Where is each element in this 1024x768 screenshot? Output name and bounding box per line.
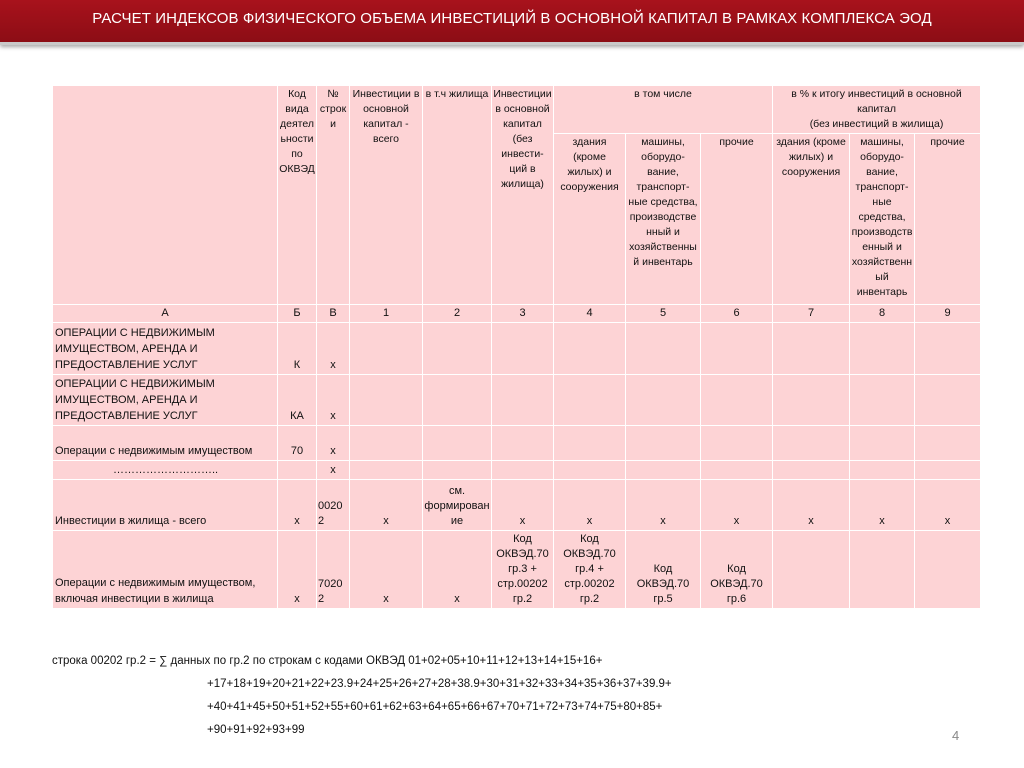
header-buildings-pct: здания (кроме жилых) и сооружения <box>773 134 850 305</box>
title-bar <box>0 0 1024 45</box>
cell-9: х <box>915 480 981 531</box>
num-col-9: 9 <box>915 305 981 323</box>
cell <box>773 461 850 480</box>
cell-2: х <box>423 531 492 609</box>
header-percent-line1: в % к итогу инвестиций в основной капитал <box>791 88 962 115</box>
header-machinery-pct: машины, оборудо-вание, транспорт-ные средства, производственный и хозяйственный инвентарь <box>850 134 915 305</box>
row-code: 70 <box>278 426 317 461</box>
cell <box>773 531 850 609</box>
cell-4: х <box>554 480 626 531</box>
row-code: КА <box>278 375 317 426</box>
row-label: Операции с недвижимым имуществом, включая инвестиции в жилища <box>53 531 278 609</box>
cell <box>626 461 701 480</box>
cell <box>423 323 492 375</box>
cell <box>626 375 701 426</box>
formula-line-4: +90+91+92+93+99 <box>207 724 305 736</box>
cell <box>915 461 981 480</box>
cell <box>423 461 492 480</box>
cell <box>350 461 423 480</box>
cell <box>492 426 554 461</box>
row-label: ОПЕРАЦИИ С НЕДВИЖИМЫМ ИМУЩЕСТВОМ, АРЕНДА И ПРЕДОСТАВЛЕНИЕ УСЛУГ <box>53 323 278 375</box>
formula-line-3: +40+41+45+50+51+52+55+60+61+62+63+64+65+66+67+70+71+72+73+74+75+80+85+ <box>207 701 663 713</box>
formula-line-1: строка 00202 гр.2 = ∑ данных по гр.2 по строкам с кодами ОКВЭД 01+02+05+10+11+12+13+14+15+16+ <box>52 655 603 667</box>
cell <box>850 531 915 609</box>
table-row <box>53 375 981 426</box>
row-line: 00202 <box>317 480 350 531</box>
cell <box>626 426 701 461</box>
num-col-v: В <box>317 305 350 323</box>
slide-title: РАСЧЕТ ИНДЕКСОВ ФИЗИЧЕСКОГО ОБЪЕМА ИНВЕСТИЦИЙ В ОСНОВНОЙ КАПИТАЛ В РАМКАХ КОМПЛЕКСА ЭОД <box>92 10 932 27</box>
cell <box>350 323 423 375</box>
page-number: 4 <box>952 728 960 743</box>
cell-8: х <box>850 480 915 531</box>
row-line: х <box>317 426 350 461</box>
row-label: Инвестиции в жилища - всего <box>53 480 278 531</box>
header-other-pct: прочие <box>915 134 981 305</box>
table-row <box>53 480 981 531</box>
num-col-2: 2 <box>423 305 492 323</box>
cell <box>915 323 981 375</box>
cell <box>554 426 626 461</box>
header-empty-corner <box>53 86 278 305</box>
cell <box>626 323 701 375</box>
header-investment-excl-housing: Инвестиции в основной капитал (без инвести-ций в жилища) <box>492 86 554 305</box>
cell <box>915 531 981 609</box>
table-row <box>53 461 981 480</box>
num-col-7: 7 <box>773 305 850 323</box>
cell <box>850 426 915 461</box>
cell-7: х <box>773 480 850 531</box>
cell <box>350 426 423 461</box>
cell <box>554 461 626 480</box>
num-col-4: 4 <box>554 305 626 323</box>
cell <box>701 323 773 375</box>
cell <box>492 375 554 426</box>
cell <box>423 375 492 426</box>
formula-line-2: +17+18+19+20+21+22+23.9+24+25+26+27+28+38.9+30+31+32+33+34+35+36+37+39.9+ <box>207 678 672 690</box>
cell-4: Код ОКВЭД.70 гр.4 + стр.00202 гр.2 <box>554 531 626 609</box>
header-buildings: здания (кроме жилых) и сооружения <box>554 134 626 305</box>
row-label: ОПЕРАЦИИ С НЕДВИЖИМЫМ ИМУЩЕСТВОМ, АРЕНДА И ПРЕДОСТАВЛЕНИЕ УСЛУГ <box>53 375 278 426</box>
formula-block <box>52 650 952 742</box>
cell <box>423 426 492 461</box>
cell <box>773 323 850 375</box>
cell <box>773 375 850 426</box>
cell-6: Код ОКВЭД.70 гр.6 <box>701 531 773 609</box>
row-line: х <box>317 461 350 480</box>
cell-1: х <box>350 480 423 531</box>
header-line-number: № строки <box>317 86 350 305</box>
num-col-8: 8 <box>850 305 915 323</box>
row-line: х <box>317 375 350 426</box>
cell <box>554 323 626 375</box>
header-other: прочие <box>701 134 773 305</box>
num-col-b: Б <box>278 305 317 323</box>
num-col-5: 5 <box>626 305 701 323</box>
cell <box>773 426 850 461</box>
cell-3: Код ОКВЭД.70 гр.3 + стр.00202 гр.2 <box>492 531 554 609</box>
cell <box>701 375 773 426</box>
header-kod-okved: Код вида деятельности по ОКВЭД <box>278 86 317 305</box>
header-machinery: машины, оборудо-вание, транспорт-ные средства, производственный и хозяйственный инвентарь <box>626 134 701 305</box>
cell <box>492 461 554 480</box>
num-col-a: А <box>53 305 278 323</box>
table-row <box>53 531 981 609</box>
cell-2: см. формирование <box>423 480 492 531</box>
cell <box>915 426 981 461</box>
num-col-3: 3 <box>492 305 554 323</box>
num-col-6: 6 <box>701 305 773 323</box>
row-line: 70202 <box>317 531 350 609</box>
cell-5: Код ОКВЭД.70 гр.5 <box>626 531 701 609</box>
header-percent-line2: (без инвестиций в жилища) <box>809 118 944 130</box>
row-label: ……………………….. <box>53 461 278 480</box>
cell-5: х <box>626 480 701 531</box>
header-incl-housing: в т.ч жилища <box>423 86 492 305</box>
cell <box>492 323 554 375</box>
cell <box>850 461 915 480</box>
cell-1: х <box>350 531 423 609</box>
row-label: Операции с недвижимым имуществом <box>53 426 278 461</box>
row-line: х <box>317 323 350 375</box>
table-row <box>53 323 981 375</box>
cell <box>915 375 981 426</box>
cell-3: х <box>492 480 554 531</box>
row-code: х <box>278 480 317 531</box>
header-percent-of-total <box>773 86 981 134</box>
header-investment-total: Инвестиции в основной капитал - всего <box>350 86 423 305</box>
investment-table <box>52 85 981 609</box>
cell <box>850 375 915 426</box>
table-row <box>53 426 981 461</box>
cell <box>701 461 773 480</box>
row-code: К <box>278 323 317 375</box>
cell <box>850 323 915 375</box>
cell-6: х <box>701 480 773 531</box>
cell <box>350 375 423 426</box>
cell <box>701 426 773 461</box>
cell <box>554 375 626 426</box>
row-code <box>278 461 317 480</box>
header-including: в том числе <box>554 86 773 134</box>
num-col-1: 1 <box>350 305 423 323</box>
row-code: х <box>278 531 317 609</box>
